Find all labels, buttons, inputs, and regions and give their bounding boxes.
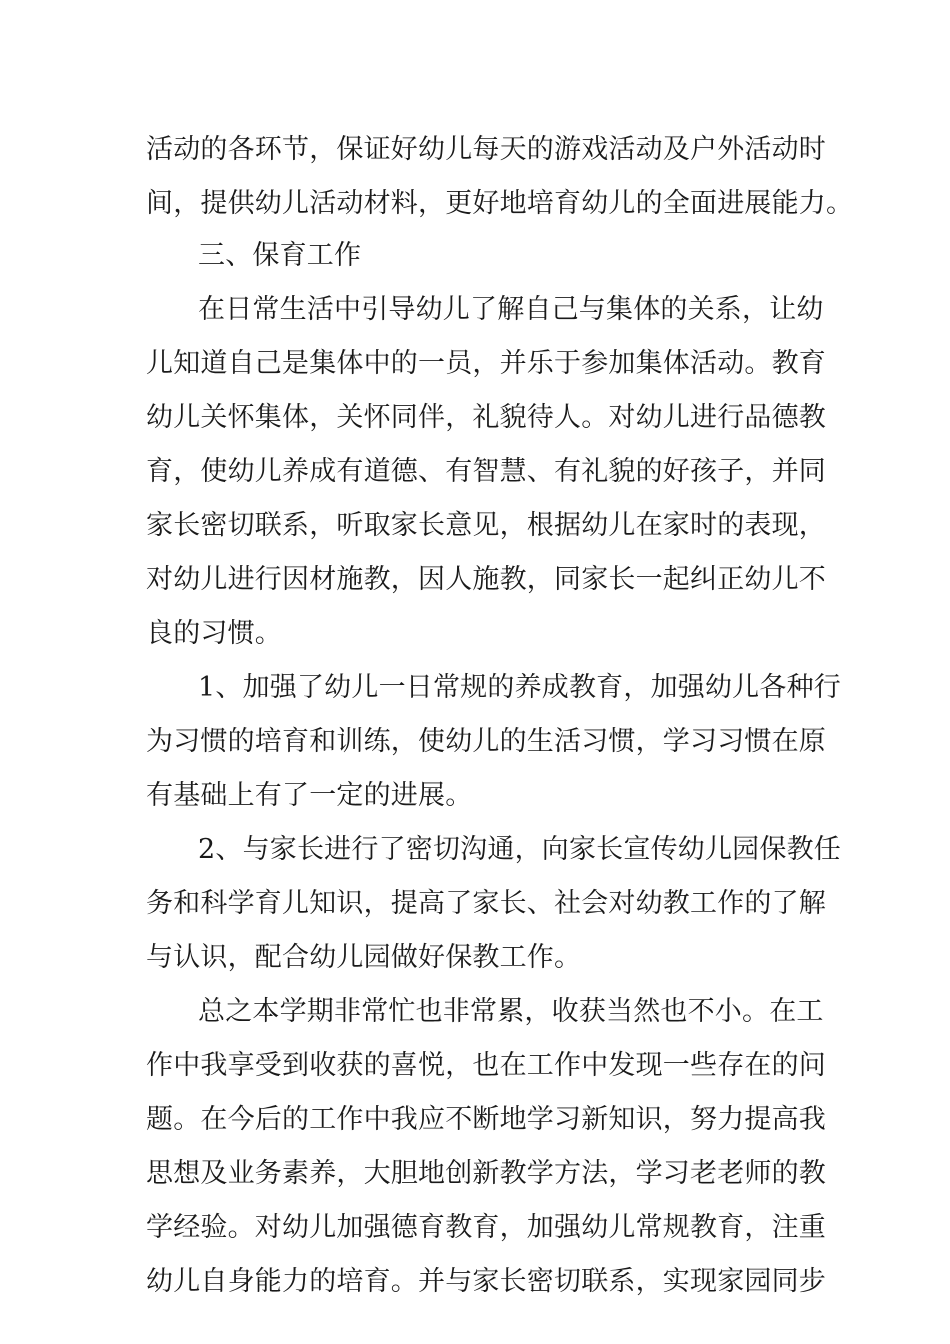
text-line: 对幼儿进行因材施教，因人施教，同家长一起纠正幼儿不 — [146, 564, 826, 595]
text-line: 总之本学期非常忙也非常累，收获当然也不小。在工 — [198, 996, 824, 1027]
text-line: 1、加强了幼儿一日常规的养成教育，加强幼儿各种行 — [198, 672, 841, 703]
text-line: 有基础上有了一定的进展。 — [146, 780, 473, 811]
text-line: 为习惯的培育和训练，使幼儿的生活习惯，学习习惯在原 — [146, 726, 826, 757]
text-line: 幼儿关怀集体，关怀同伴，礼貌待人。对幼儿进行品德教 — [146, 402, 826, 433]
text-line: 学经验。对幼儿加强德育教育，加强幼儿常规教育，注重 — [146, 1212, 826, 1243]
text-line: 作中我享受到收获的喜悦，也在工作中发现一些存在的问 — [146, 1050, 826, 1081]
text-line: 活动的各环节，保证好幼儿每天的游戏活动及户外活动时 — [146, 134, 826, 165]
text-line: 育，使幼儿养成有道德、有智慧、有礼貌的好孩子，并同 — [146, 456, 826, 487]
text-line: 2、与家长进行了密切沟通，向家长宣传幼儿园保教任 — [198, 834, 841, 865]
section-heading: 三、保育工作 — [198, 240, 362, 271]
text-line: 在日常生活中引导幼儿了解自己与集体的关系，让幼 — [198, 294, 824, 325]
text-line: 幼儿自身能力的培育。并与家长密切联系，实现家园同步 — [146, 1266, 826, 1297]
text-line: 间，提供幼儿活动材料，更好地培育幼儿的全面进展能力。 — [146, 188, 854, 219]
text-line: 思想及业务素养，大胆地创新教学方法，学习老老师的教 — [146, 1158, 826, 1189]
text-line: 良的习惯。 — [146, 618, 282, 649]
text-line: 务和科学育儿知识，提高了家长、社会对幼教工作的了解 — [146, 888, 826, 919]
text-line: 家长密切联系，听取家长意见，根据幼儿在家时的表现， — [146, 510, 826, 541]
text-line: 与认识，配合幼儿园做好保教工作。 — [146, 942, 582, 973]
text-line: 题。在今后的工作中我应不断地学习新知识，努力提高我 — [146, 1104, 826, 1135]
text-line: 儿知道自己是集体中的一员，并乐于参加集体活动。教育 — [146, 348, 826, 379]
